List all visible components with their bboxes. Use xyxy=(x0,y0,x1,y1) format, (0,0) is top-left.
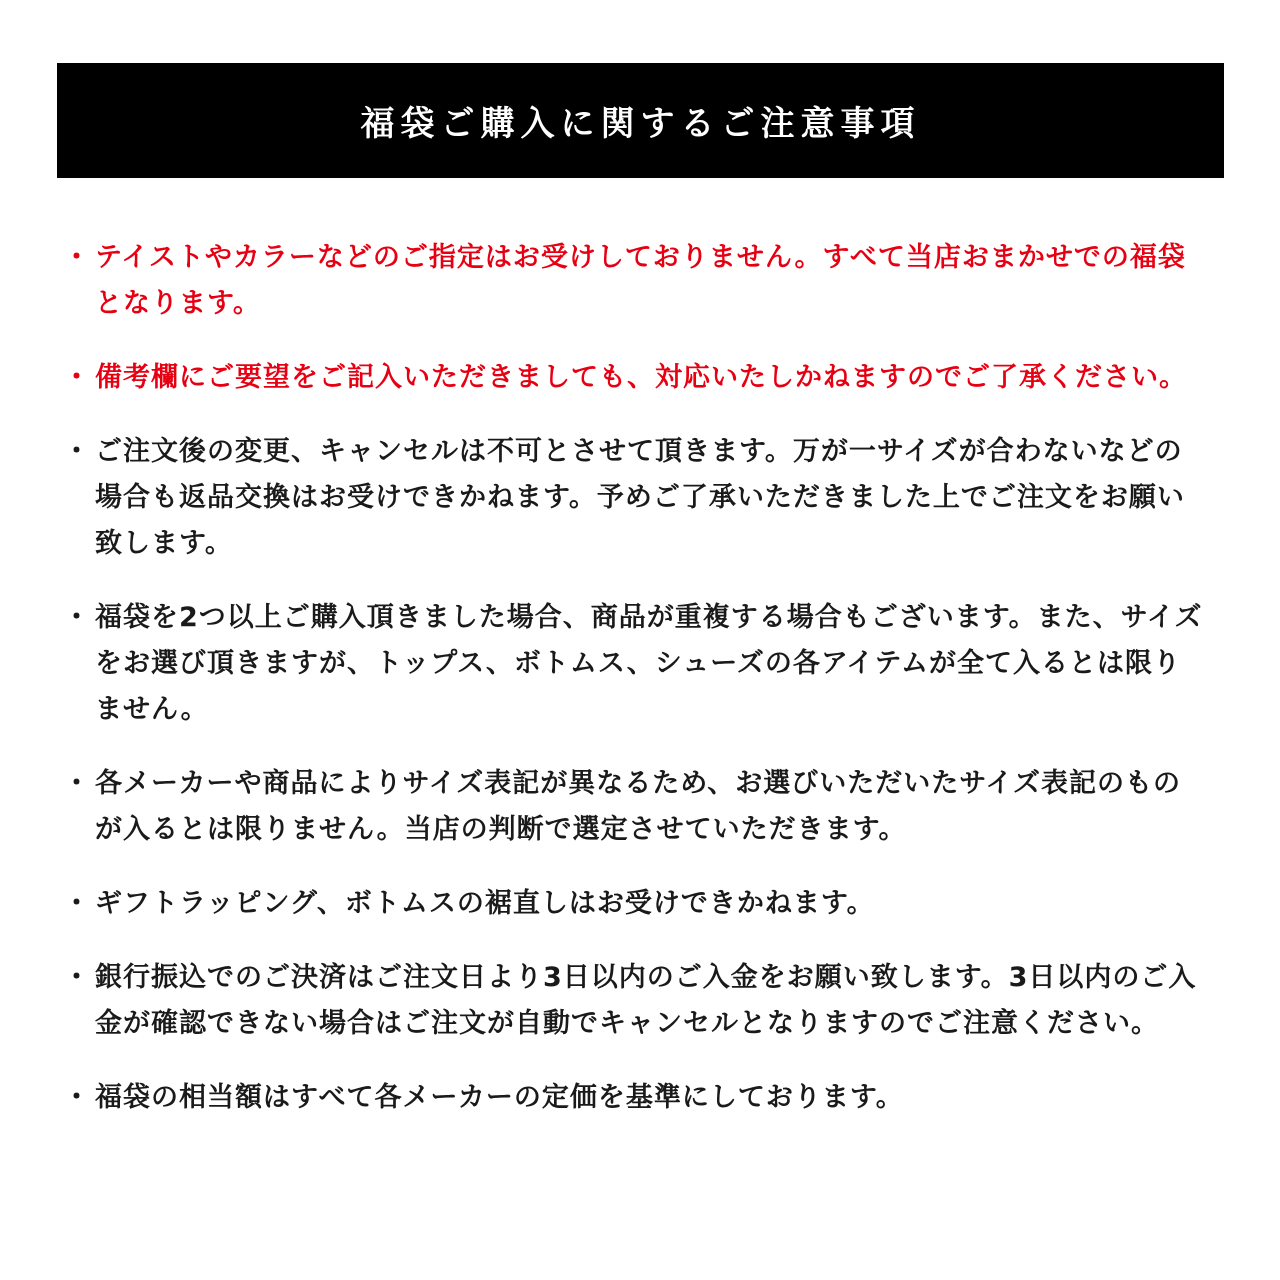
bullet-icon: ・ xyxy=(63,602,91,633)
notice-text: ご注文後の変更、キャンセルは不可とさせて頂きます。万が一サイズが合わないなどの場合も返品交換はお受けできかねます。予めご了承いただきました上でご注文をお願い致します。 xyxy=(95,436,1185,559)
notice-item-value-basis xyxy=(57,1075,1207,1121)
notice-item-style xyxy=(57,235,1207,327)
notice-text: 福袋を2つ以上ご購入頂きました場合、商品が重複する場合もございます。また、サイズをお選び頂きますが、トップス、ボトムス、シューズの各アイテムが全て入るとは限りません。 xyxy=(95,602,1203,725)
bullet-icon: ・ xyxy=(63,1082,91,1113)
bullet-icon: ・ xyxy=(63,436,91,467)
notice-text: 銀行振込でのご決済はご注文日より3日以内のご入金をお願い致します。3日以内のご入金が確認できない場合はご注文が自動でキャンセルとなりますのでご注意ください。 xyxy=(95,962,1197,1039)
notice-list xyxy=(57,235,1207,1149)
bullet-icon: ・ xyxy=(63,362,91,393)
notice-text: 福袋の相当額はすべて各メーカーの定価を基準にしております。 xyxy=(95,1082,904,1113)
page-title: 福袋ご購入に関するご注意事項 xyxy=(360,104,921,144)
bullet-icon: ・ xyxy=(63,242,91,273)
notice-item-duplicates xyxy=(57,595,1207,733)
bullet-icon: ・ xyxy=(63,768,91,799)
header-banner xyxy=(57,63,1224,178)
notice-item-remarks xyxy=(57,355,1207,401)
notice-item-cancellation xyxy=(57,429,1207,567)
notice-text: 備考欄にご要望をご記入いただきましても、対応いたしかねますのでご了承ください。 xyxy=(95,362,1187,393)
bullet-icon: ・ xyxy=(63,962,91,993)
notice-text: ギフトラッピング、ボトムスの裾直しはお受けできかねます。 xyxy=(95,888,875,919)
notice-text: テイストやカラーなどのご指定はお受けしておりません。すべて当店おまかせでの福袋となります。 xyxy=(95,242,1186,319)
bullet-icon: ・ xyxy=(63,888,91,919)
notice-text: 各メーカーや商品によりサイズ表記が異なるため、お選びいただいたサイズ表記のものが入るとは限りません。当店の判断で選定させていただきます。 xyxy=(95,768,1182,845)
notice-item-bank-transfer xyxy=(57,955,1207,1047)
notice-item-sizes xyxy=(57,761,1207,853)
notice-item-gift-wrapping xyxy=(57,881,1207,927)
